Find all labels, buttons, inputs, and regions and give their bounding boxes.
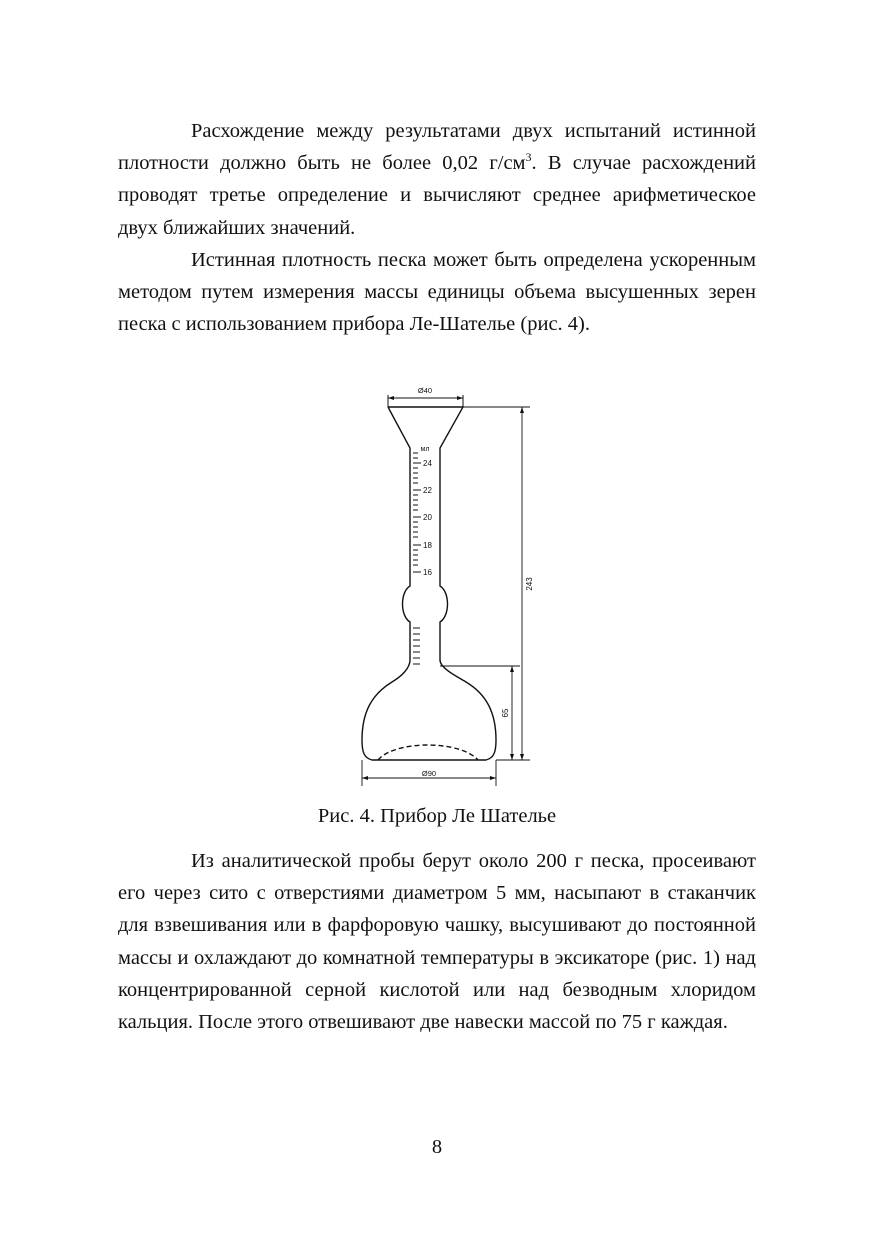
paragraph-density-discrepancy [118,115,756,244]
scale-label-20: 20 [423,513,432,522]
scale-ticks [413,453,421,664]
superscript-3: 3 [525,150,532,165]
unit-label: мл [420,446,430,453]
scale-label-16: 16 [423,568,432,577]
page-number: 8 [431,1136,443,1158]
base-dashed-curve [378,745,478,760]
total-height-label: 243 [525,577,534,591]
scale-label-22: 22 [423,486,432,495]
paragraph-sample-prep: Из аналитической пробы берут около 200 г песка, просеивают его через сито с отверстиями диаметром 5 мм, насыпают в стаканчик для взвешивания или в фарфоровую чашку, высушивают до постоянной массы и охлаждают до комнатной температуры в эксикаторе (рис. 1) над концентрированной серной кислотой или над безводным хлоридом кальция. После этого отвешивают две навески массой по 75 г каждая. [118,850,756,1034]
scale-label-18: 18 [423,541,432,550]
paragraph-text: . В случае расхождений проводят третье определение и вычисляют среднее арифметическое двух ближайших значений. [118,152,756,239]
figure-caption: Рис. 4. Прибор Ле Шателье [317,805,557,827]
scale-labels [423,459,432,577]
paragraph-text: Расхождение между результатами двух испытаний истинной плотности должно быть не более 0,02 г/см [118,120,756,175]
scale-label-24: 24 [423,459,432,468]
top-diameter-label: Ø40 [417,386,433,395]
bottom-diameter-label: Ø90 [421,769,437,778]
paragraph-accelerated-method: Истинная плотность песка может быть определена ускоренным методом путем измерения массы единицы объема высушенных зерен песка с использованием прибора Ле-Шателье (рис. 4). [118,249,756,336]
bulb-height-label: 65 [501,708,510,718]
le-chatelier-flask-figure [350,378,540,790]
